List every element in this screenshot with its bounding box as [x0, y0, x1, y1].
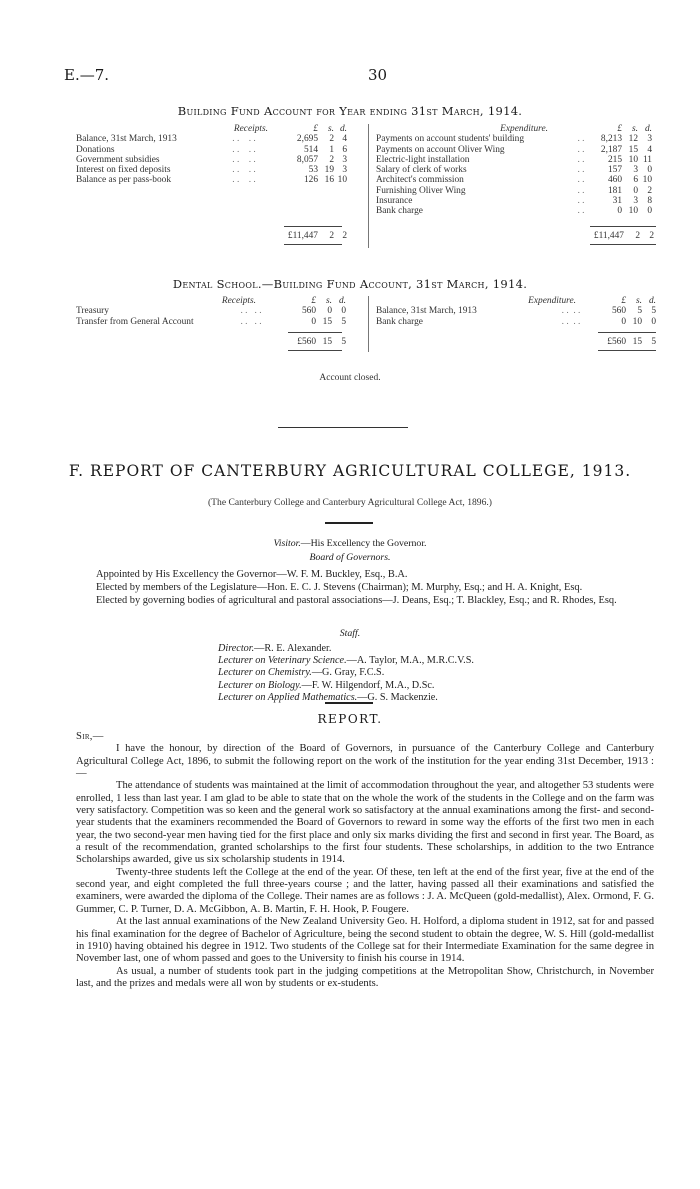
list-item: Lecturer on Applied Mathematics.—G. S. Mackenzie. [218, 691, 438, 703]
paragraph: The attendance of students was maintained at the limit of accommodation throughout the year, and altogether 53 students were enrolled, 1 less than last year. I am glad to be able to state that on the whole the work of the students in the College and on the farm was very satisfactory. Competition was so keen and the general work so satisfactory at the annual examinations among the first- and second-year students that the examiners recommended the Board of Governors to reward in some way the efforts of the first two men in each year, the two second-year men having tied for the first place and only six marks dividing the first and second in first year. The Board, as a result of the recommendation, granted scholarships to the first four students. These scholarships, in addition to the two Entrance Scholarships awarded, give us six scholarship students in 1914. [76, 780, 654, 866]
building-fund-receipts-table [76, 124, 347, 186]
section-separator [278, 427, 408, 428]
unit-shillings: s. [328, 124, 334, 134]
board-associations: Elected by governing bodies of agricultural and pastoral associations—J. Deans, Esq.; T. Blackley, Esq.; and R. Rhodes, Esq. [96, 595, 617, 606]
parliamentary-paper-ref: E.—7. [64, 66, 110, 84]
dental-receipts-table: Receipts. £ s. d. Treasury . . . . 560 0 0 Transfer from General Account . . . . 0 15 5 [76, 296, 346, 327]
visitor-line: Visitor.—His Excellency the Governor. [273, 538, 427, 549]
dental-receipts-heading: Receipts. [221, 296, 256, 306]
receipts-total-underline [284, 244, 342, 245]
building-fund-expenditure-table: Expenditure. £ s. d. Payments on account students' building . . 8,213 12 3 Payments on account Oliver Wing . . 2,187 15 4 Electric-light installation . . 215 10 11 Salary of clerk of works . . 157 3 0 Architect's commission . . 460 6 10 Furnishing Oliver Wing . . 181 0 2 Insurance . . 31 3 8 Bank charge . . 0 10 0 [376, 124, 652, 217]
table-row: Government subsidies . . . . 8,057 2 3 [76, 154, 347, 165]
board-members [76, 568, 654, 607]
table-row: Transfer from General Account . . . . 0 15 5 [76, 316, 346, 327]
table-row: Payments on account students' building . . 8,213 12 3 [376, 134, 652, 145]
paragraph: Twenty-three students left the College at the end of the year. Of these, ten left at the end of the first year, five at the end of the second year, and eight completed the full three-years course ; and the latter, having passed all their examinations and satisfied the examiners, were awarded the diploma of the College. Their names are as follows : J. A. McQueen (gold-medallist), Alex. Ormond, F. G. Gummer, C. P. Turner, D. A. McGibbon, A. B. Martin, F. H. Hook, P. Fougere. [76, 866, 654, 915]
receipts-heading: Receipts. [233, 124, 268, 134]
table-row: Interest on fixed deposits . . . . 53 19 3 [76, 165, 347, 176]
unit-pounds: £ [313, 124, 318, 134]
report-title: F. REPORT OF CANTERBURY AGRICULTURAL COLLEGE, 1913. [68, 462, 632, 480]
building-fund-title: Building Fund Account for Year ending 31st March, 1914. [177, 104, 523, 118]
table-row: Payments on account Oliver Wing . . 2,187 15 4 [376, 144, 652, 155]
page-number: 30 [368, 66, 388, 84]
table-row: Balance as per pass-book . . . . 126 16 10 [76, 175, 347, 186]
paragraph: As usual, a number of students took part in the judging competitions at the Metropolitan Show, Christchurch, in November last, and the prizes and medals were all won by students or ex-students. [76, 965, 654, 989]
dental-expenditure-total: £560 15 5 [607, 337, 656, 347]
list-item: Director.—R. E. Alexander. [218, 643, 332, 654]
list-item: Lecturer on Chemistry.—G. Gray, F.C.S. [218, 667, 385, 679]
building-fund-receipts-total: £11,447 2 2 [282, 231, 347, 241]
unit-pence: d. [339, 124, 347, 134]
report-heading: REPORT. [317, 712, 383, 726]
list-item: Lecturer on Biology.—F. W. Hilgendorf, M.A., D.Sc. [218, 679, 435, 691]
expenditure-total-underline [590, 244, 656, 245]
salutation: Sir,— [76, 731, 104, 742]
board-appointed: Appointed by His Excellency the Governor—W. F. M. Buckley, Esq., B.A. [96, 569, 408, 580]
table-row: Bank charge . . 0 10 0 [376, 206, 652, 217]
expenditure-heading: Expenditure. [500, 124, 548, 134]
receipts-total-rule [284, 226, 342, 227]
paragraph: I have the honour, by direction of the Board of Governors, in pursuance of the Canterbury College and Canterbury Agricultural College Act, 1896, to submit the following report on the work of the institution for the year ending 31st December, 1913 :— [76, 743, 654, 780]
table-row: Bank charge . . . . 0 10 0 [376, 316, 656, 327]
dental-expenditure-total-rule [598, 332, 656, 333]
building-fund-expenditure-total: £11,447 2 2 [593, 231, 654, 241]
table-row: Architect's commission . . 460 6 10 [376, 175, 652, 186]
paragraph: At the last annual examinations of the New Zealand University Geo. H. Holford, a diploma student in 1912, sat for and passed his final examination for the degree of Bachelor of Agriculture, being the second student to obtain the degree, W. S. Hill (gold-medallist in 1910) having obtained his degree in 1912. Two students of the College sat for their Intermediate Examination for the same degree in November last, one of whom passed and goes to the University to finish his course in 1914. [76, 916, 654, 965]
table-row: Donations . . . . 514 1 6 [76, 144, 347, 155]
staff-heading: Staff. [339, 628, 361, 639]
list-item: Lecturer on Veterinary Science.—A. Taylor, M.A., M.R.C.V.S. [218, 655, 474, 667]
dental-school-title: Dental School.—Building Fund Account, 31st March, 1914. [172, 277, 528, 291]
account-closed-note: Account closed. [319, 373, 381, 383]
board-heading: Board of Governors. [309, 552, 391, 563]
expenditure-total-rule [590, 226, 656, 227]
dental-account-divider [368, 296, 369, 352]
dental-expenditure-heading: Expenditure. [528, 296, 576, 306]
table-row: Balance, 31st March, 1913 . . . . 2,695 2 4 [76, 134, 347, 145]
report-act-reference: (The Canterbury College and Canterbury Agricultural College Act, 1896.) [207, 497, 492, 508]
report-body [76, 731, 654, 990]
short-rule [325, 522, 373, 524]
dental-receipts-total-rule [288, 332, 342, 333]
table-row: Treasury . . . . 560 0 0 [76, 306, 346, 317]
table-row: Balance, 31st March, 1913 . . . . 560 5 5 [376, 306, 656, 317]
staff-list [218, 643, 474, 704]
total-pounds: £11,447 [287, 231, 318, 241]
dental-receipts-total-underline [288, 350, 342, 351]
table-row: Electric-light installation . . 215 10 11 [376, 154, 652, 165]
table-row: Furnishing Oliver Wing . . 181 0 2 [376, 185, 652, 196]
short-rule-2 [325, 702, 373, 704]
account-divider [368, 124, 369, 248]
dental-expenditure-table: Expenditure. £ s. d. Balance, 31st March, 1913 . . . . 560 5 5 Bank charge . . . . 0 10 0 [376, 296, 656, 327]
table-row: Insurance . . 31 3 8 [376, 196, 652, 207]
table-row: Salary of clerk of works . . 157 3 0 [376, 165, 652, 176]
board-legislature: Elected by members of the Legislature—Hon. E. C. J. Stevens (Chairman); M. Murphy, Esq.; and H. A. Knight, Esq. [96, 582, 583, 593]
dental-expenditure-total-underline [598, 350, 656, 351]
dental-receipts-total: £560 15 5 [297, 337, 346, 347]
